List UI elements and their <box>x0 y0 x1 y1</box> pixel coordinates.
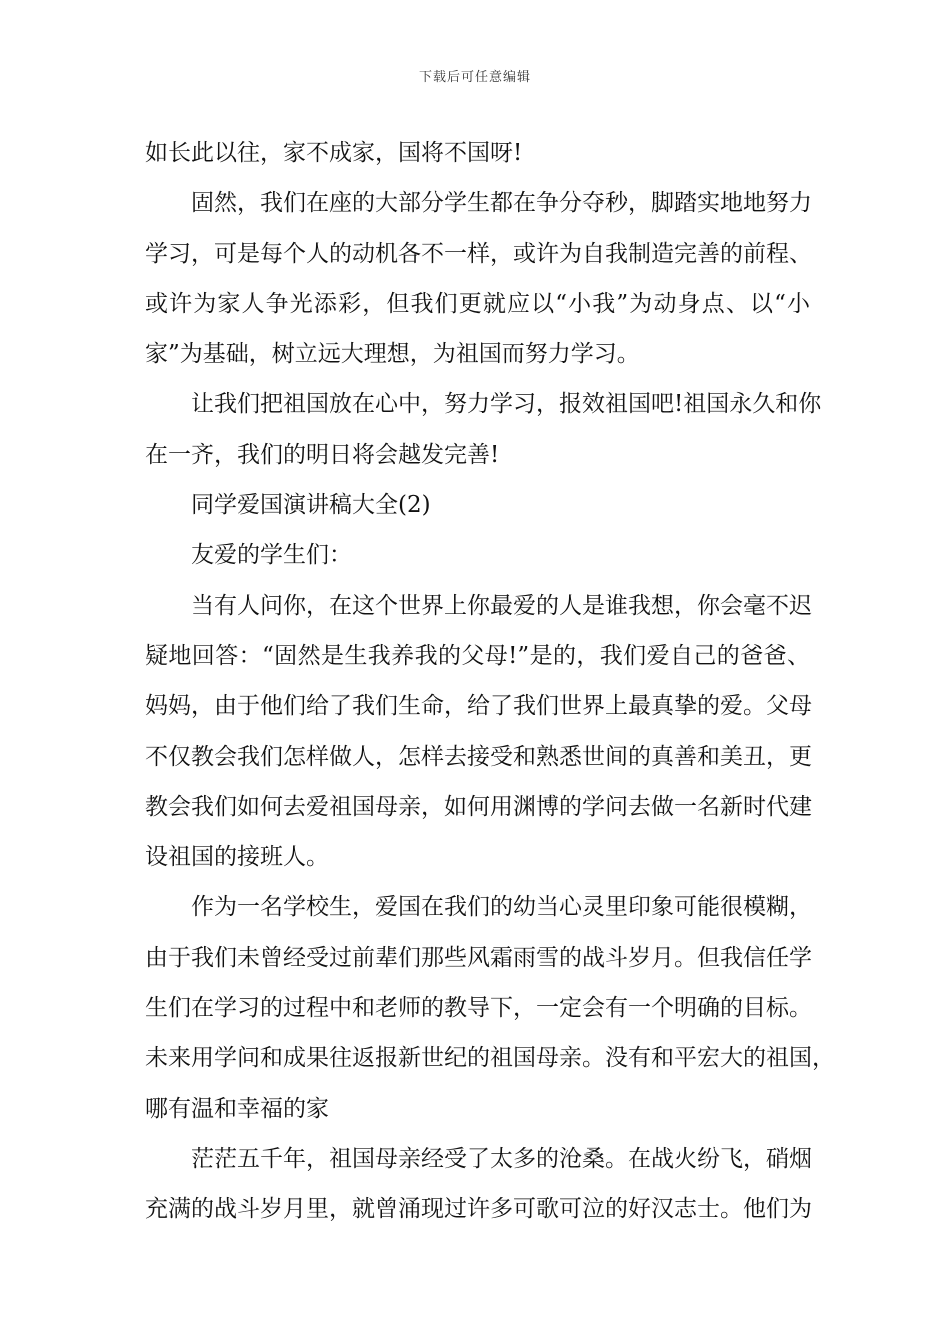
text-line: 作为一名学校生，爱国在我们的幼当心灵里印象可能很模糊， <box>191 894 812 921</box>
text-line: 在一齐，我们的明日将会越发完善! <box>145 441 500 468</box>
text-line: 生们在学习的过程中和老师的教导下，一定会有一个明确的目标。 <box>145 995 812 1022</box>
text-line: 茫茫五千年，祖国母亲经受了太多的沧桑。在战火纷飞，硝烟 <box>191 1145 812 1172</box>
text-line: 固然，我们在座的大部分学生都在争分夺秒，脚踏实地地努力 <box>191 190 812 217</box>
text-line: 充满的战斗岁月里，就曾涌现过许多可歌可泣的好汉志士。他们为 <box>145 1196 812 1223</box>
text-line: 如长此以往，家不成家，国将不国呀! <box>145 140 523 166</box>
text-line: 家”为基础，树立远大理想，为祖国而努力学习。 <box>145 341 640 368</box>
text-line: 当有人问你，在这个世界上你最爱的人是谁我想，你会毫不迟 <box>191 592 812 619</box>
text-line: 未来用学问和成果往返报新世纪的祖国母亲。没有和平宏大的祖国， <box>145 1045 835 1072</box>
page-header: 下载后可任意编辑 <box>418 70 531 85</box>
text-line: 教会我们如何去爱祖国母亲，如何用渊博的学问去做一名新时代建 <box>145 793 812 820</box>
text-line: 不仅教会我们怎样做人，怎样去接受和熟悉世间的真善和美丑，更 <box>145 743 812 770</box>
document-body <box>145 128 835 1235</box>
text-line: 或许为家人争光添彩，但我们更就应以“小我”为动身点、以“小 <box>145 290 810 317</box>
text-line: 让我们把祖国放在心中，努力学习，报效祖国吧!祖国永久和你 <box>191 391 822 418</box>
text-line: 由于我们未曾经受过前辈们那些风霜雨雪的战斗岁月。但我信任学 <box>145 944 812 971</box>
text-line: 同学爱国演讲稿大全(2) <box>191 492 431 519</box>
text-line: 疑地回答：“固然是生我养我的父母!”是的，我们爱自己的爸爸、 <box>145 642 810 669</box>
text-line: 友爱的学生们： <box>191 542 352 569</box>
text-line: 设祖国的接班人。 <box>145 844 329 871</box>
text-line: 妈妈，由于他们给了我们生命，给了我们世界上最真挚的爱。父母 <box>145 693 812 720</box>
text-line: 哪有温和幸福的家 <box>145 1095 329 1122</box>
text-line: 学习，可是每个人的动机各不一样，或许为自我制造完善的前程、 <box>145 240 812 267</box>
